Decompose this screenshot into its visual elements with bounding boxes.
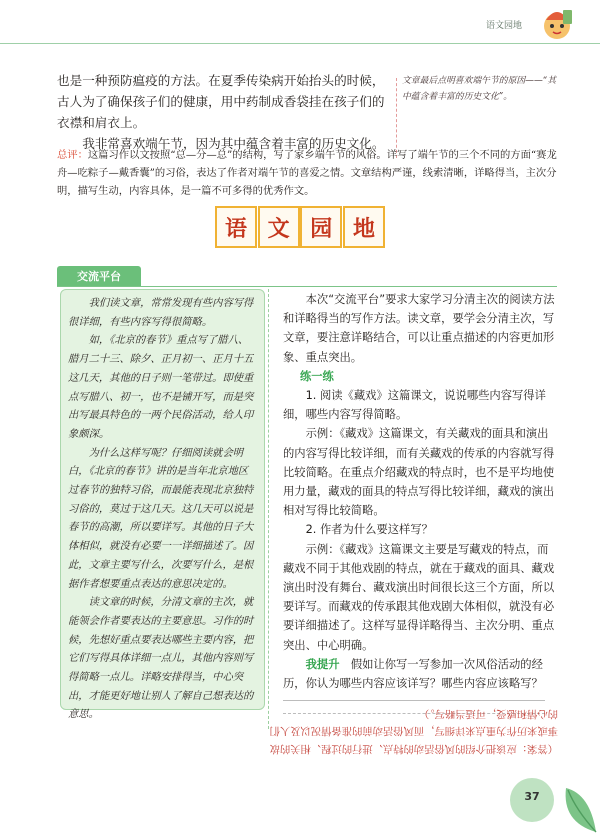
textbox-paragraph: 我们读文章，常常发现有些内容写得很详细，有些内容写得很简略。 [68, 297, 254, 328]
answer-1: 示例：《藏戏》这篇课文，有关藏戏的面具和演出的内容写得比较详细，而有关藏戏的传承的内容就写得比较简略。在重点介绍藏戏的特点时，也不是平均地使用力量，藏戏的面具的特点写得比较详细，藏戏的演出相对写得比较简略。 [283, 427, 555, 518]
answer-2: 示例：《藏戏》这篇课文主要是写藏戏的特点，而藏戏不同于其他戏剧的特点，就在于藏戏的面具、藏戏演出时没有舞台、藏戏演出时间很长这三个方面，所以要详写。而藏戏的传承跟其他戏剧大体相似，就没有必要详细描述了。这样写显得详略得当、主次分明、重点突出、中心明确。 [283, 542, 555, 652]
summary-text: 这篇习作以文按照“总—分—总”的结构，写了家乡端午节的风俗。详写了端午节的三个不同的方面“赛龙舟—吃粽子—戴香囊”的习俗，表达了作者对端午节的喜爱之情。文章结构严谨，线索清晰，详略得当，主次分明，描写生动，内容具体，是一篇不可多得的优秀作文。 [57, 149, 557, 197]
tisheng-label: 我提升 [305, 657, 340, 671]
mascot-icon [537, 2, 577, 42]
essay-body [57, 70, 387, 154]
answer-text: （答案：应该把介绍的风俗活动的特点、进行的过程、相关的故事或来历作为重点来详细写，而风俗活动前的准备情况以及人们的心情和感受，可适当略写。） [269, 707, 558, 755]
question-2: 2. 作者为什么要这样写？ [305, 523, 433, 537]
title-char: 地 [343, 206, 385, 248]
page-number: 37 [524, 790, 540, 803]
essay-paragraph: 也是一种预防瘟疫的方法。在夏季传染病开始抬头的时候，古人为了确保孩子们的健康，用中药制成香袋挂在孩子们的衣襟和肩衣上。 [57, 73, 385, 130]
platform-rule [57, 286, 557, 287]
section-header-title: 语文园地 [486, 21, 523, 31]
textbox-paragraph: 读文章的时候，分清文章的主次，就能领会作者要表达的主要意思。习作的时候，先想好重点要表达哪些主要内容，把它们写得具体详细一点儿，其他内容则写得简略一点儿。详略安排得当，中心突出，才能更好地让别人了解自己想表达的意思。 [68, 596, 254, 721]
tisheng-text: 假如让你写一写参加一次风俗活动的经历，你认为哪些内容应该详写？哪些内容应该略写？ [283, 657, 543, 691]
answer-line [283, 700, 545, 701]
platform-tab: 交流平台 [57, 266, 141, 286]
upside-down-answer [268, 704, 558, 757]
title-char: 园 [300, 206, 342, 248]
practice-heading: 练一练 [299, 369, 334, 383]
intro-paragraph: 本次“交流平台”要求大家学习分清主次的阅读方法和详略得当的写作方法。读文章，要学会分清主次，写文章，要注意详略结合，可以让重点描述的内容更加形象、重点突出。 [283, 293, 555, 364]
platform-textbox-content [68, 294, 254, 724]
title-char: 文 [258, 206, 300, 248]
margin-note: 文章最后点明喜欢端午节的原因——“其中蕴含着丰富的历史文化”。 [402, 76, 557, 102]
title-char: 语 [215, 206, 257, 248]
tisheng-prompt [283, 655, 559, 693]
question-1: 1. 阅读《藏戏》这篇课文，说说哪些内容写得详细，哪些内容写得简略。 [283, 389, 546, 422]
leaf-decoration-icon [556, 772, 600, 834]
header-rule [0, 43, 600, 44]
textbox-paragraph: 为什么这样写呢？仔细阅读就会明白，《北京的春节》讲的是当年北京地区过春节的独特习俗，而最能表现北京独特习俗的，莫过于这几天。这几天可以说是春节的高潮，所以要详写。其他的日子大体相似，就没有必要一一详细描述了。因此，文章主要写什么，次要写什么，是根据作者想要重点表达的意思决定的。 [68, 446, 254, 590]
essay-paragraph: 我非常喜欢端午节，因为其中蕴含着丰富的历史文化。 [82, 136, 385, 151]
section-title [215, 206, 385, 256]
summary-label: 总评： [57, 149, 88, 161]
guidance-column [283, 290, 559, 715]
summary [57, 146, 557, 200]
textbox-paragraph: 如，《北京的春节》重点写了腊八、腊月二十三、除夕、正月初一、正月十五这几天，其他的日子则一笔带过。即使重点写腊八、初一，也不是铺开写，而是突出写最具特色的一两个民俗活动，给人印象颇深。 [68, 334, 254, 440]
column-divider [268, 289, 269, 729]
